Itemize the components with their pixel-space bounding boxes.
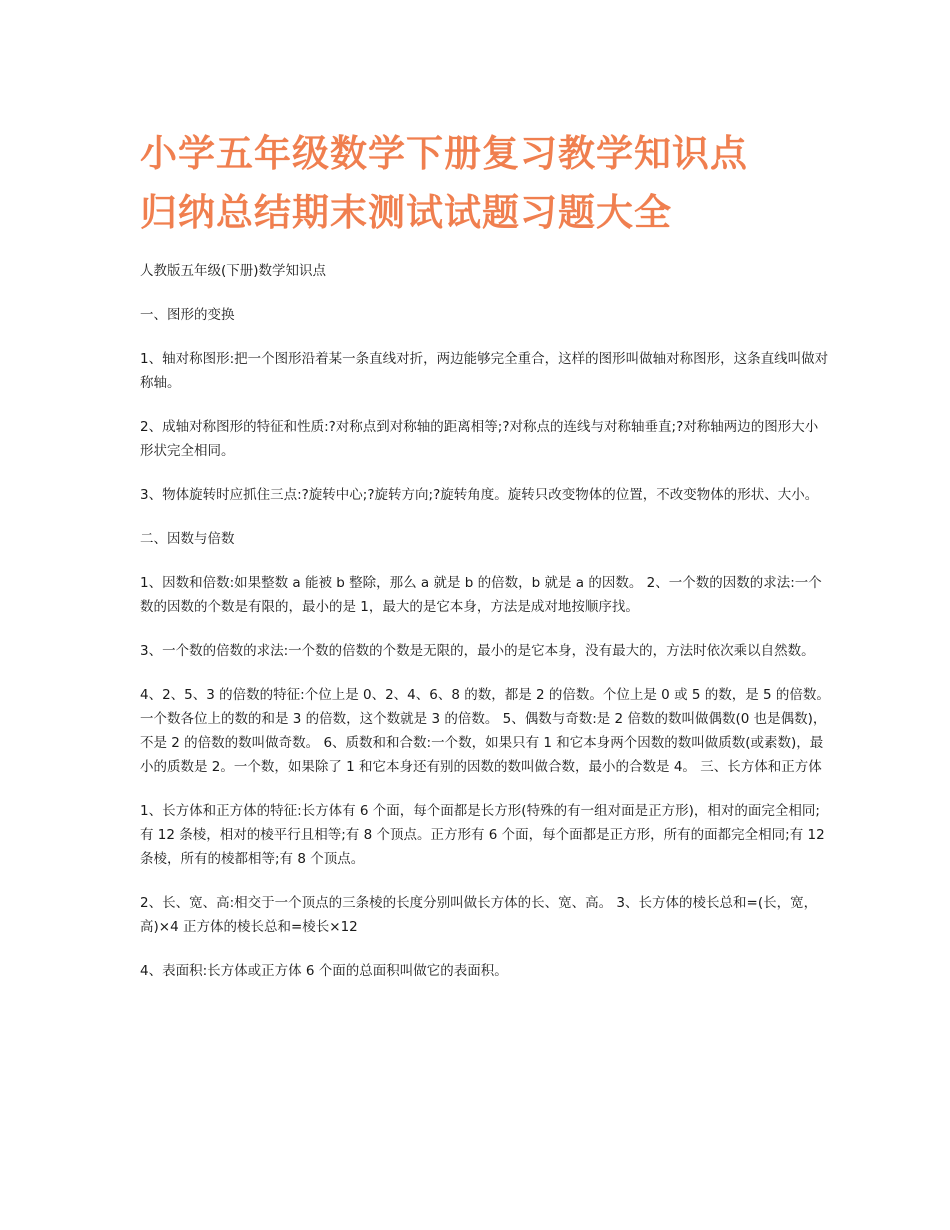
section-heading: 二、因数与倍数 [140,531,235,547]
paragraph: 1、长方体和正方体的特征:长方体有 6 个面，每个面都是长方形(特殊的有一组对面是正方形)，相对的面完全相同;有 12 条棱，相对的棱平行且相等;有 8 个顶点。正方形有 6 个面，每个面都是正方形，所有的面都完全相同;有 12 条棱，所有的棱都相等;有 8 个顶点。 [140,803,825,867]
title-line-2: 归纳总结期末测试试题习题大全 [140,191,672,234]
paragraph: 1、因数和倍数:如果整数 a 能被 b 整除，那么 a 就是 b 的倍数，b 就是 a 的因数。 2、一个数的因数的求法:一个数的因数的个数是有限的，最小的是 1，最大的是它本身，方法是成对地按顺序找。 [140,575,822,615]
paragraph: 4、表面积:长方体或正方体 6 个面的总面积叫做它的表面积。 [140,963,508,979]
paragraph: 4、2、5、3 的倍数的特征:个位上是 0、2、4、6、8 的数，都是 2 的倍数。个位上是 0 或 5 的数，是 5 的倍数。一个数各位上的数的和是 3 的倍数，这个数就是 3 的倍数。 5、偶数与奇数:是 2 倍数的数叫做偶数(0 也是偶数)，不是 2 的倍数的数叫做奇数。 6、质数和和合数:一个数，如果只有 1 和它本身两个因数的数叫做质数(或素数)，最小的质数是 2。一个数，如果除了 1 和它本身还有别的因数的数叫做合数，最小的合数是 4。 三、长方体和正方体 [140,687,830,775]
document-title [140,124,840,242]
subtitle-paragraph: 人教版五年级(下册)数学知识点 [140,263,327,279]
paragraph: 1、轴对称图形:把一个图形沿着某一条直线对折，两边能够完全重合，这样的图形叫做轴对称图形，这条直线叫做对称轴。 [140,351,829,391]
section-heading: 一、图形的变换 [140,307,235,323]
paragraph: 3、物体旋转时应抓住三点:?旋转中心;?旋转方向;?旋转角度。旋转只改变物体的位置，不改变物体的形状、大小。 [140,487,819,503]
title-line-1: 小学五年级数学下册复习教学知识点 [140,132,748,175]
paragraph: 3、一个数的倍数的求法:一个数的倍数的个数是无限的，最小的是它本身，没有最大的，方法时依次乘以自然数。 [140,643,815,659]
document-body [140,259,830,1003]
paragraph: 2、成轴对称图形的特征和性质:?对称点到对称轴的距离相等;?对称点的连线与对称轴垂直;?对称轴两边的图形大小形状完全相同。 [140,419,819,459]
paragraph: 2、长、宽、高:相交于一个顶点的三条棱的长度分别叫做长方体的长、宽、高。 3、长方体的棱长总和=(长，宽，高)×4 正方体的棱长总和=棱长×12 [140,895,818,935]
